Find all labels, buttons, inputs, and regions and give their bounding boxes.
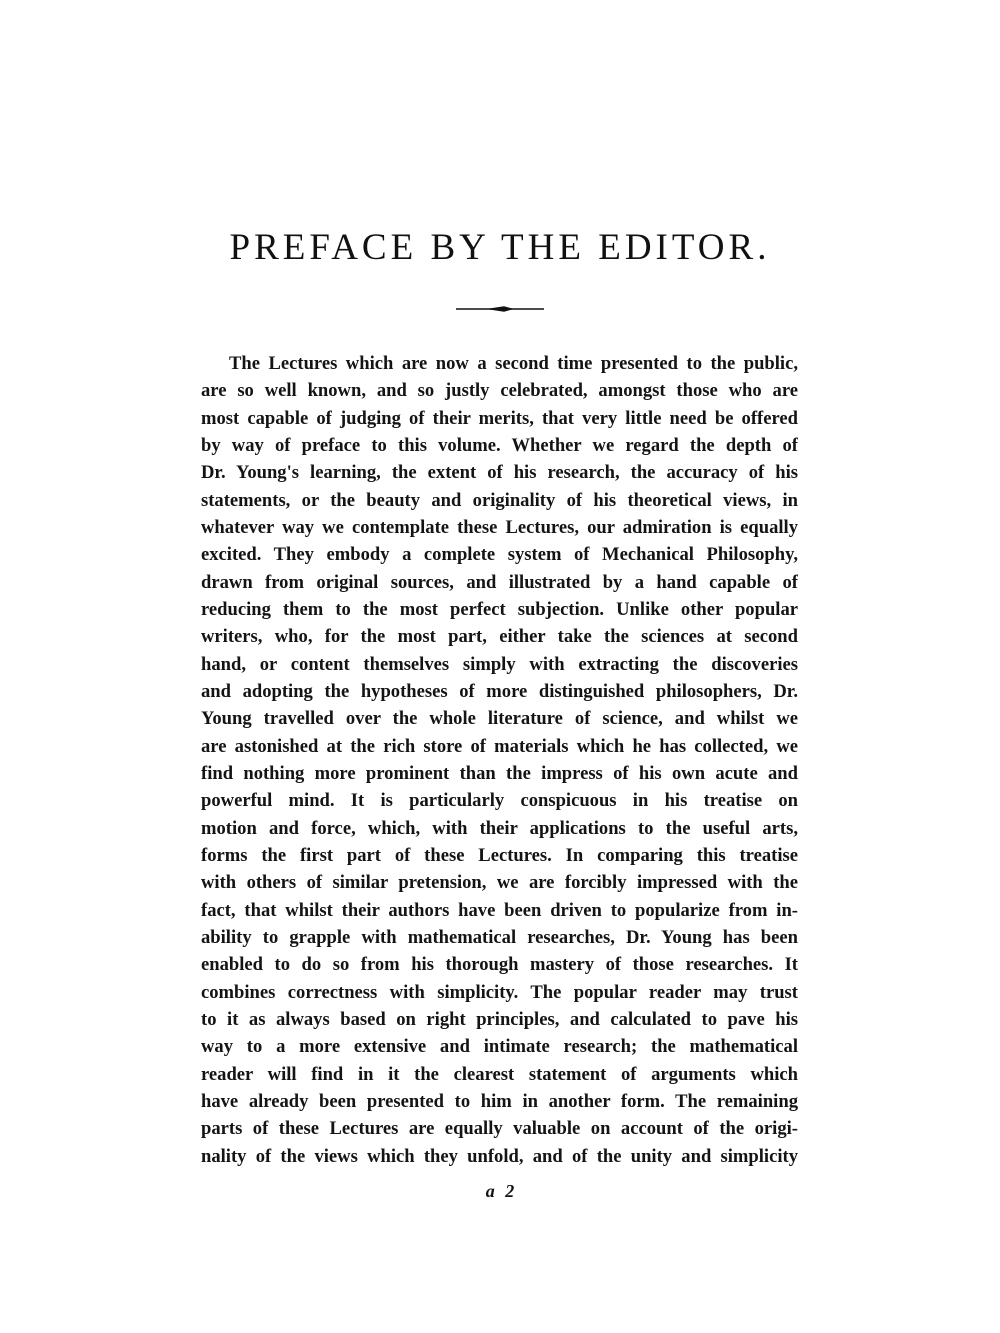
text-line: reducing them to the most perfect subjection. Unlike other popular: [201, 598, 798, 620]
text-line: by way of preface to this volume. Whether we regard the depth of: [201, 434, 798, 456]
text-line: Young travelled over the whole literature of science, and whilst we: [201, 708, 798, 730]
text-line: most capable of judging of their merits, that very little need be offered: [201, 407, 798, 429]
text-line: whatever way we contemplate these Lectures, our admiration is equally: [201, 516, 798, 538]
rule-ornament-icon: [456, 302, 544, 316]
text-line: with others of similar pretension, we are forcibly impressed with the: [201, 872, 798, 894]
preface-paragraph: [201, 350, 798, 1170]
text-line: motion and force, which, with their applications to the useful arts,: [201, 817, 798, 839]
text-line: fact, that whilst their authors have been driven to popularize from in-: [201, 899, 798, 921]
text-line: hand, or content themselves simply with extracting the discoveries: [201, 653, 798, 675]
text-line: are so well known, and so justly celebrated, amongst those who are: [201, 380, 798, 402]
text-line: excited. They embody a complete system of Mechanical Philosophy,: [201, 544, 798, 566]
text-line: ability to grapple with mathematical researches, Dr. Young has been: [201, 926, 798, 948]
text-line: to it as always based on right principles, and calculated to pave his: [201, 1008, 798, 1030]
text-line: statements, or the beauty and originality of his theoretical views, in: [201, 489, 798, 511]
text-line: The Lectures which are now a second time presented to the public,: [229, 353, 798, 374]
text-line: Dr. Young's learning, the extent of his research, the accuracy of his: [201, 462, 798, 484]
text-line: parts of these Lectures are equally valuable on account of the origi-: [201, 1118, 798, 1140]
text-line: forms the first part of these Lectures. In comparing this treatise: [201, 844, 798, 866]
text-line: powerful mind. It is particularly conspicuous in his treatise on: [201, 790, 798, 812]
text-line: enabled to do so from his thorough mastery of those researches. It: [201, 954, 798, 976]
text-line: find nothing more prominent than the impress of his own acute and: [201, 762, 798, 784]
text-line: are astonished at the rich store of materials which he has collected, we: [201, 735, 798, 757]
text-line: nality of the views which they unfold, and of the unity and simplicity: [201, 1145, 798, 1167]
text-line: and adopting the hypotheses of more distinguished philosophers, Dr.: [201, 680, 798, 702]
text-line: way to a more extensive and intimate research; the mathematical: [201, 1036, 798, 1058]
page-signature: a 2: [485, 1181, 515, 1201]
text-line: drawn from original sources, and illustrated by a hand capable of: [201, 571, 798, 593]
text-line: combines correctness with simplicity. The popular reader may trust: [201, 981, 798, 1003]
text-line: writers, who, for the most part, either take the sciences at second: [201, 626, 798, 648]
text-line: have already been presented to him in another form. The remaining: [201, 1090, 798, 1112]
page-title: PREFACE BY THE EDITOR.: [229, 227, 771, 268]
text-line: reader will find in it the clearest statement of arguments which: [201, 1063, 798, 1085]
